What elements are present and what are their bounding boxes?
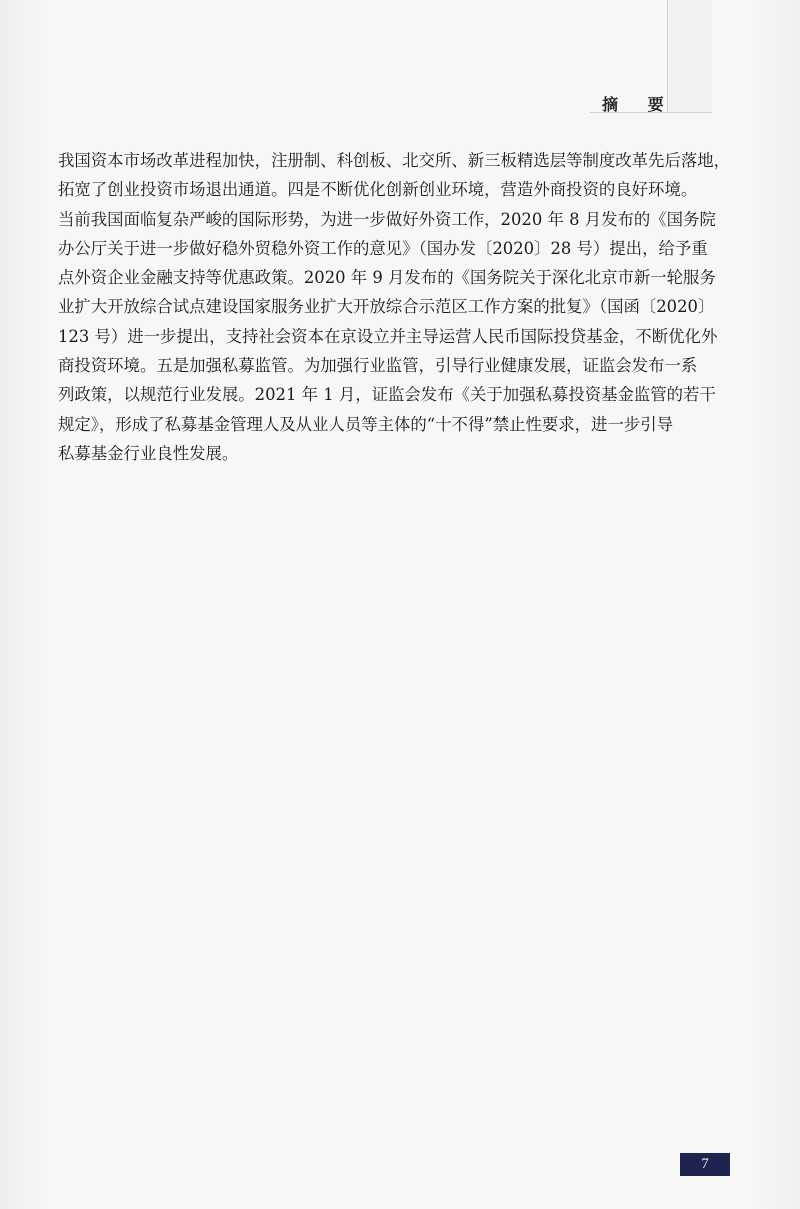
text-line: 拓宽了创业投资市场退出通道。四是不断优化创新创业环境，营造外商投资的良好环境。 — [58, 180, 698, 200]
text-line: 办公厅关于进一步做好稳外贸稳外资工作的意见》（国办发〔2020〕28 号）提出，给予重 — [58, 238, 708, 258]
body-paragraph — [58, 146, 748, 468]
page-number-badge — [680, 1153, 730, 1176]
text-line: 规定》，形成了私募基金管理人及从业人员等主体的“十不得”禁止性要求，进一步引导 — [58, 414, 674, 434]
running-header-title: 摘 要 — [602, 95, 676, 114]
text-line: 列政策，以规范行业发展。2021 年 1 月，证监会发布《关于加强私募投资基金监管的若干 — [58, 385, 716, 405]
text-line: 点外资企业金融支持等优惠政策。2020 年 9 月发布的《国务院关于深化北京市新一轮服务 — [58, 268, 716, 288]
text-line: 私募基金行业良性发展。 — [58, 443, 239, 463]
text-line: 业扩大开放综合试点建设国家服务业扩大开放综合示范区工作方案的批复》（国函〔2020〕 — [58, 297, 715, 317]
text-line: 当前我国面临复杂严峻的国际形势，为进一步做好外资工作，2020 年 8 月发布的《国务院 — [58, 209, 716, 229]
page-number: 7 — [701, 1156, 709, 1172]
text-line: 我国资本市场改革进程加快，注册制、科创板、北交所、新三板精选层等制度改革先后落地， — [58, 151, 731, 170]
text-line: 商投资环境。五是加强私募监管。为加强行业监管，引导行业健康发展，证监会发布一系 — [58, 356, 698, 376]
text-line: 123 号）进一步提出，支持社会资本在京设立并主导运营人民币国际投贷基金，不断优化外 — [58, 326, 718, 346]
